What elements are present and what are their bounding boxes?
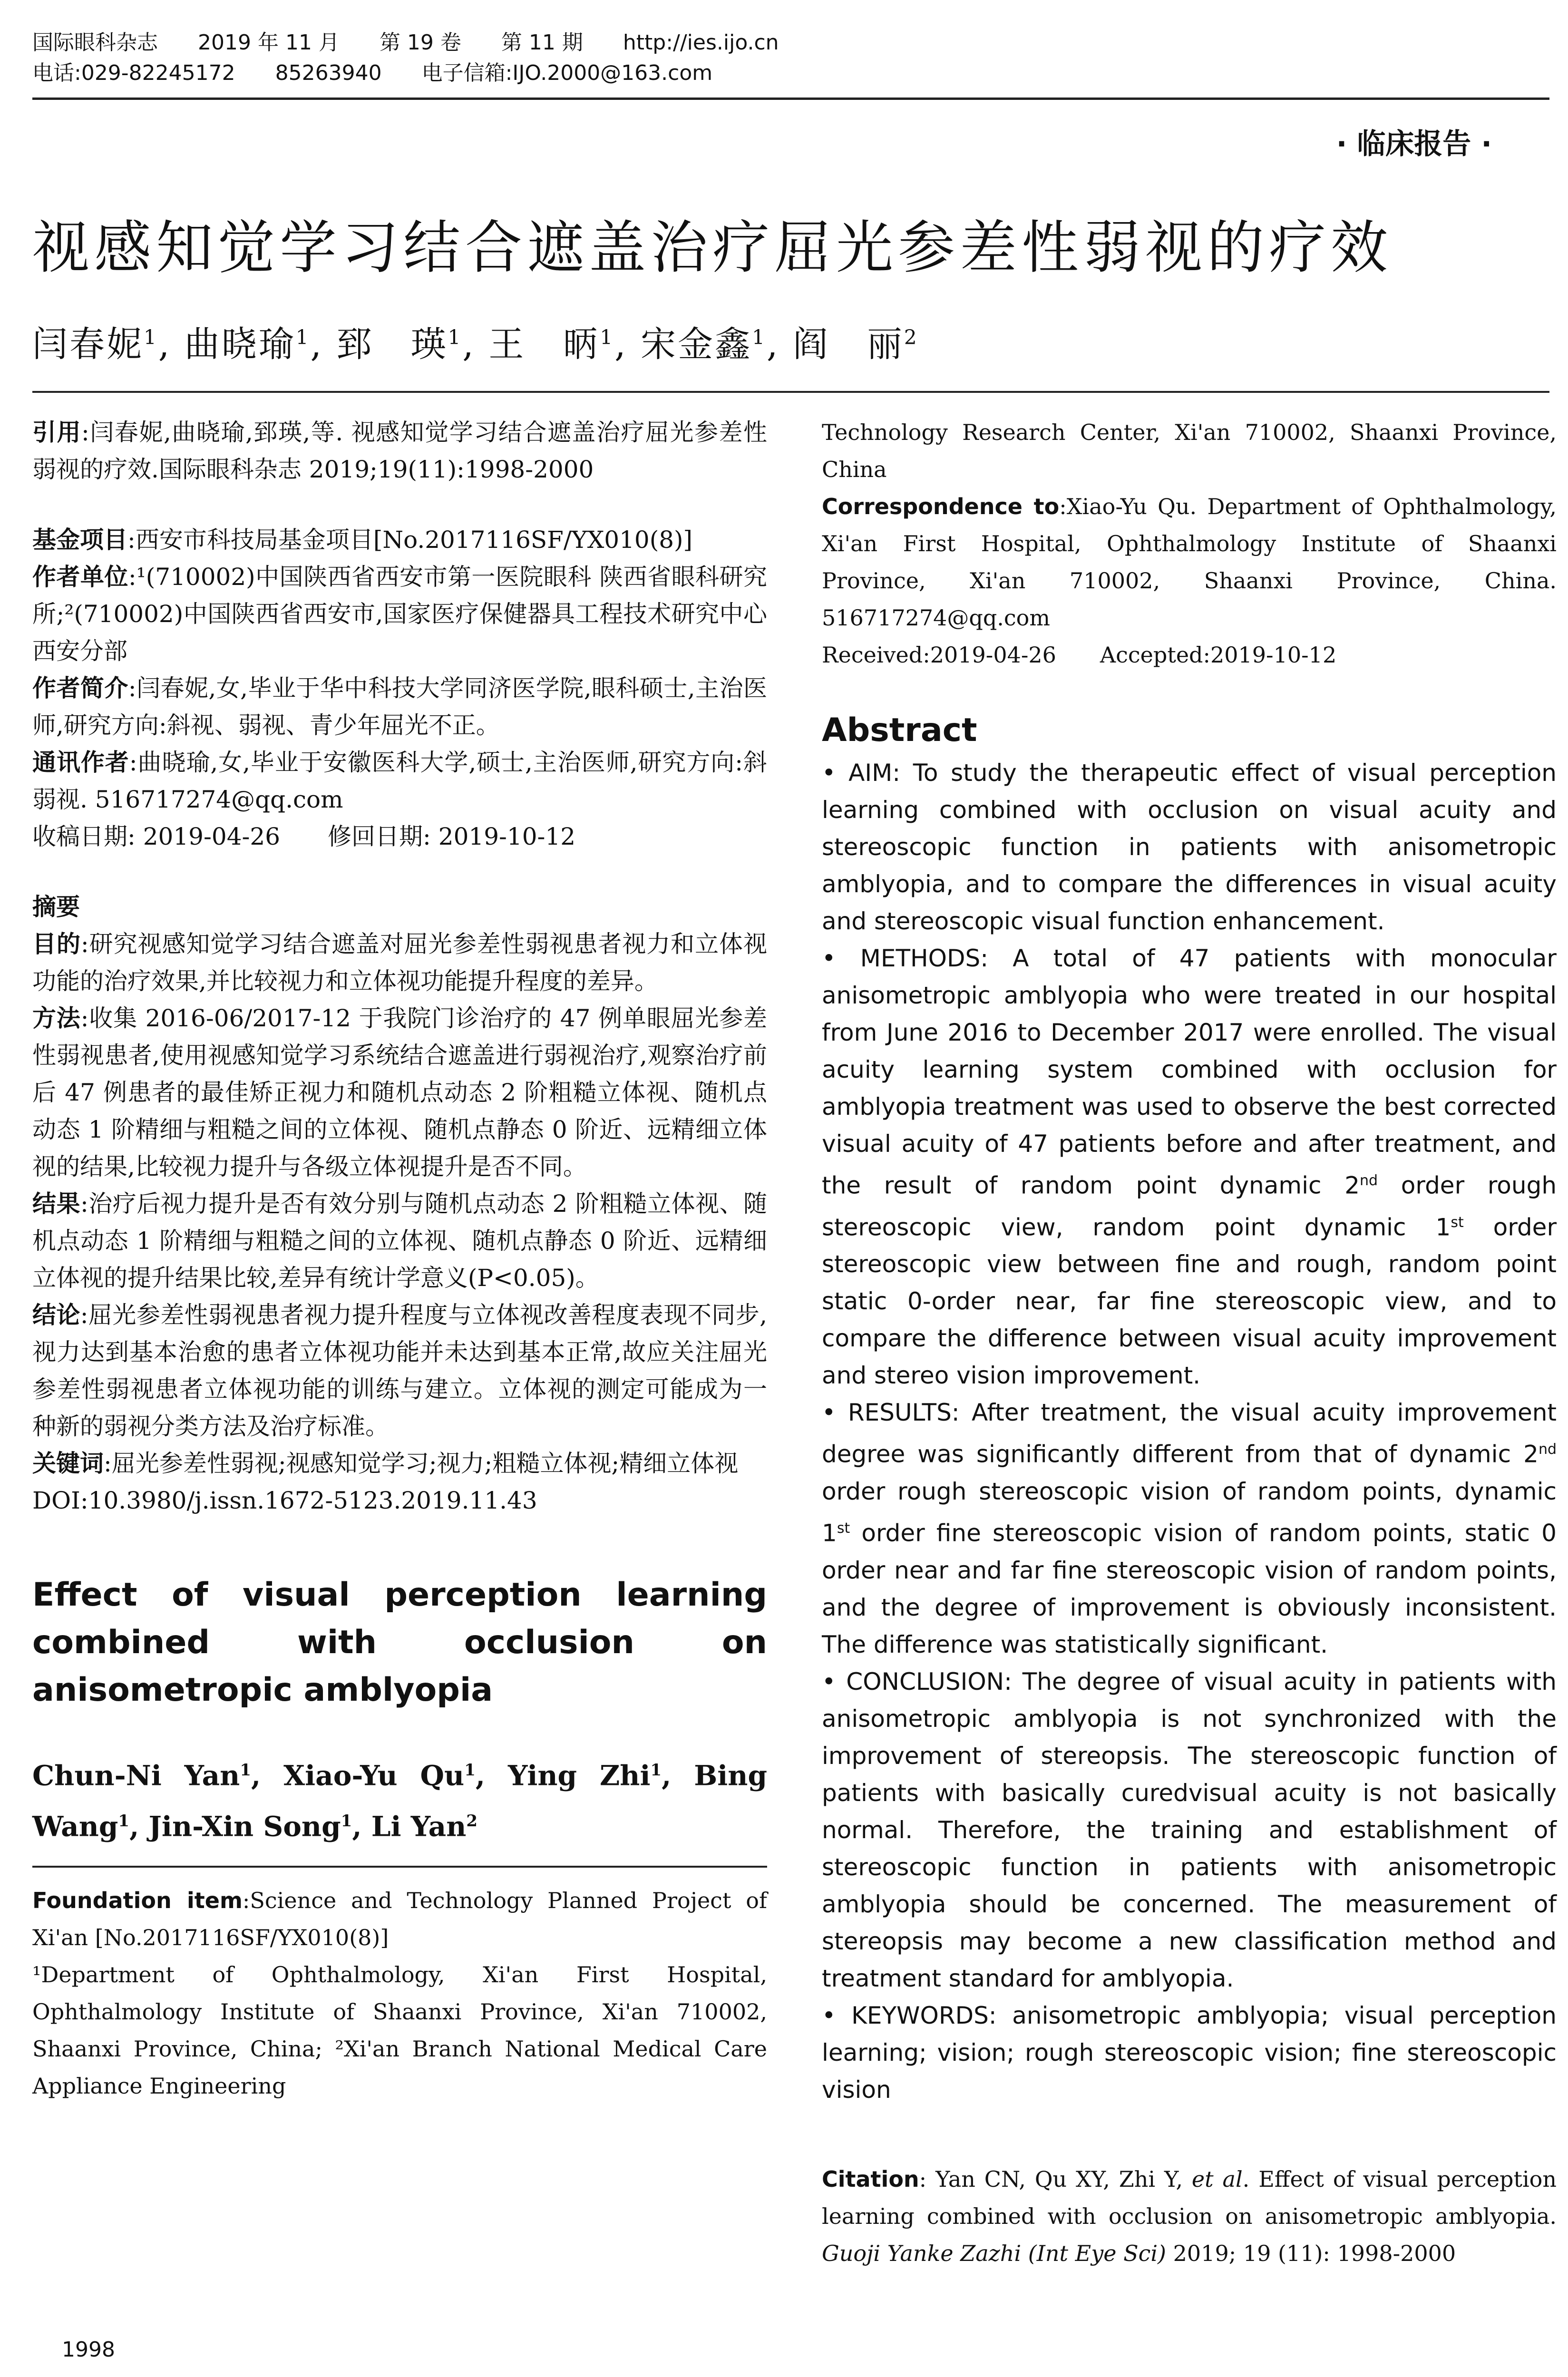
author-name: 宋金鑫 xyxy=(641,324,752,365)
unit-label: 作者单位 xyxy=(32,563,128,591)
abstract-conclusion-cn xyxy=(32,1296,767,1445)
result-label: 结果 xyxy=(32,1190,80,1218)
author-affil-sup: 1 xyxy=(448,325,463,349)
abstract-heading-en: Abstract xyxy=(822,711,977,749)
method-text: :收集 2016-06/2017-12 于我院门诊治疗的 47 例单眼屈光参差性弱视患者,使用视感知觉学习系统结合遮盖进行弱视治疗,观察治疗前后 47 例患者的最佳矫正视力和随机点动态 2 阶粗糙立体视、随机点动态 1 阶精细与粗糙之间的立体视、随机点静态 0 阶近、远精细立体视的结果,比较视力提升与各级立体视提升是否不同。 xyxy=(32,1004,768,1180)
aim-text: :研究视感知觉学习结合遮盖对屈光参差性弱视患者视力和立体视功能的治疗效果,并比较视力和立体视功能提升程度的差异。 xyxy=(32,930,767,995)
citation-cn xyxy=(32,414,767,488)
abstract-heading-cn: 摘要 xyxy=(32,893,80,921)
journal-name: 国际眼科杂志 xyxy=(32,30,158,55)
corr-text: :曲晓瑜,女,毕业于安徽医科大学,硕士,主治医师,研究方向:斜弱视. 516717274@qq.com xyxy=(32,749,767,813)
citation-en-label: Citation xyxy=(822,2166,919,2192)
author-affil-sup: 1 xyxy=(295,325,311,349)
author-name: 郅 瑛 xyxy=(336,324,448,365)
title-divider xyxy=(32,391,1549,393)
journal-header-line-2 xyxy=(32,58,1549,88)
right-column xyxy=(822,414,1557,2272)
corresponding-author xyxy=(32,744,767,818)
bio-label: 作者简介 xyxy=(32,674,128,702)
author-name-en: Xiao-Yu Qu xyxy=(283,1759,465,1792)
article-title: 视感知觉学习结合遮盖治疗屈光参差性弱视的疗效 xyxy=(32,215,1393,281)
author-name-en: Li Yan xyxy=(371,1810,467,1843)
english-authors-divider xyxy=(32,1866,767,1868)
author-name: 阎 丽 xyxy=(792,324,904,365)
ordinal-sup: nd xyxy=(1360,1172,1378,1189)
author-bio xyxy=(32,670,767,744)
abstract-method-cn xyxy=(32,1000,767,1185)
fund-text: :西安市科技局基金项目[No.2017116SF/YX010(8)] xyxy=(127,526,693,554)
abstract-results-en xyxy=(822,1394,1557,1663)
doi[interactable]: DOI:10.3980/j.issn.1672-5123.2019.11.43 xyxy=(32,1487,537,1514)
abstract-conclusion-en: • CONCLUSION: The degree of visual acuity in patients with anisometropic amblyopia is not synchronized with the improvement of stereopsis. The stereoscopic function of patients with basically curedvisual acuity is not basically normal. Therefore, the training and establishment of stereoscopic function in patients with anisometropic amblyopia should be concerned. The measurement of stereopsis may become a new classification method and treatment standard for amblyopia. xyxy=(822,1667,1557,1992)
phone: 电话:029-82245172 xyxy=(32,61,235,85)
journal-url[interactable]: http://ies.ijo.cn xyxy=(623,30,779,55)
author-name-en: Ying Zhi xyxy=(507,1759,651,1792)
citation-journal: Guoji Yanke Zazhi (Int Eye Sci) xyxy=(822,2240,1167,2266)
result-text: :治疗后视力提升是否有效分别与随机点动态 2 阶粗糙立体视、随机点动态 1 阶精细与粗糙之间的立体视、随机点静态 0 阶近、远精细立体视的提升结果比较,差异有统计学意义(P<0.05)。 xyxy=(32,1190,768,1292)
english-title: Effect of visual perception learning combined with occlusion on anisometropic amblyopia xyxy=(32,1576,767,1709)
left-column xyxy=(32,414,767,2104)
abstract-methods-en xyxy=(822,940,1557,1394)
received-accepted-en: Received:2019-04-26 Accepted:2019-10-12 xyxy=(822,642,1337,668)
citation-en-text-a: : Yan CN, Qu XY, Zhi Y, xyxy=(919,2166,1192,2192)
keywords-en: • KEYWORDS: anisometropic amblyopia; visual perception learning; vision; rough stereoscopic vision; fine stereoscopic vision xyxy=(822,2001,1557,2104)
received-dates-cn: 收稿日期: 2019-04-26 修回日期: 2019-10-12 xyxy=(32,823,576,850)
aim-label: 目的 xyxy=(32,930,81,958)
author-affil-sup: 1 xyxy=(240,1761,251,1780)
ordinal-sup: nd xyxy=(1538,1441,1557,1458)
abstract-aim-cn xyxy=(32,925,767,1000)
author-name-en: Bing Wang xyxy=(32,1759,768,1843)
results-text-1: • RESULTS: After treatment, the visual acuity improvement degree was significantly different from that of dynamic 2 xyxy=(822,1399,1557,1468)
author-name: 曲晓瑜 xyxy=(184,324,296,365)
correspondence-text: :Xiao-Yu Qu. Department of Ophthalmology, Xi'an First Hospital, Ophthalmology Institute of Shaanxi Province, Xi'an 710002, Shaanxi Province, China. 516717274@qq.com xyxy=(822,494,1557,631)
page-number: 1998 xyxy=(62,2338,115,2362)
header-divider xyxy=(32,97,1549,100)
author-affil-sup: 1 xyxy=(752,325,767,349)
ordinal-sup: st xyxy=(1451,1214,1464,1231)
method-label: 方法 xyxy=(32,1004,81,1032)
foundation-label: Foundation item xyxy=(32,1887,243,1913)
author-affil-sup: 1 xyxy=(650,1761,662,1780)
unit-text: :¹(710002)中国陕西省西安市第一医院眼科 陕西省眼科研究所;²(710002)中国陕西省西安市,国家医疗保健器具工程技术研究中心西安分部 xyxy=(32,563,768,665)
keywords-cn xyxy=(32,1445,767,1482)
author-affil-sup: 1 xyxy=(600,325,615,349)
keywords-label: 关键词 xyxy=(32,1450,104,1477)
citation-en xyxy=(822,2161,1557,2272)
citation-etal: et al xyxy=(1191,2166,1243,2192)
results-text-3: order fine stereoscopic vision of random points, static 0 order near and far fine stereoscopic vision of random points, and the degree of improvement is obviously inconsistent. The difference was statistically significant. xyxy=(822,1519,1557,1658)
conclusion-label: 结论 xyxy=(32,1301,80,1329)
author-list-en: Chun-Ni Yan$^1$, Xiao-Yu Qu$^1$, Ying Zhi$^1$, Bing Wang$^1$, Jin-Xin Song$^1$, Li Yan$^2$ xyxy=(32,1759,768,1843)
journal-header-line-1 xyxy=(32,28,1549,58)
author-list-cn: 闫春妮$^1$, 曲晓瑜$^1$, 郅 瑛$^1$, 王 昞$^1$, 宋金鑫$^1$, 阎 丽$^2$ xyxy=(32,324,919,365)
author-affil-sup: 1 xyxy=(341,1812,352,1831)
methods-text-2: order rough stereoscopic view, random point dynamic 1 xyxy=(822,1171,1557,1241)
author-affil-sup: 2 xyxy=(904,325,919,349)
citation-cn-label: 引用 xyxy=(32,419,82,446)
methods-text-1: • METHODS: A total of 47 patients with monocular anisometropic amblyopia who were treated in our hospital from June 2016 to December 2017 were enrolled. The visual acuity learning system combined with occlusion for amblyopia treatment was used to observe the best corrected visual acuity of 47 patients before and after treatment, and the result of random point dynamic 2 xyxy=(822,945,1557,1199)
volume: 第 19 卷 xyxy=(379,30,461,55)
abstract-result-cn xyxy=(32,1185,767,1296)
author-affil-sup: 1 xyxy=(144,325,158,349)
results-text-2: order rough stereoscopic vision of random points, dynamic 1 xyxy=(822,1477,1557,1547)
issue-date: 2019 年 11 月 xyxy=(198,30,340,55)
author-affil-sup: 1 xyxy=(464,1761,476,1780)
author-name-en: Jin-Xin Song xyxy=(148,1810,341,1843)
section-tag: · 临床报告 · xyxy=(1336,127,1492,161)
author-affil-sup: 1 xyxy=(118,1812,130,1831)
fund-item xyxy=(32,521,767,558)
correspondence-en xyxy=(822,488,1557,636)
author-name: 王 昞 xyxy=(488,324,600,365)
fund-label: 基金项目 xyxy=(32,526,127,554)
author-unit xyxy=(32,558,767,670)
phone-2: 85263940 xyxy=(275,61,382,85)
citation-cn-text: :闫春妮,曲晓瑜,郅瑛,等. 视感知觉学习结合遮盖治疗屈光参差性弱视的疗效.国际眼科杂志 2019;19(11):1998-2000 xyxy=(32,419,768,483)
bio-text: :闫春妮,女,毕业于华中科技大学同济医学院,眼科硕士,主治医师,研究方向:斜视、弱视、青少年屈光不正。 xyxy=(32,674,768,739)
conclusion-text: :屈光参差性弱视患者视力提升程度与立体视改善程度表现不同步,视力达到基本治愈的患者立体视功能并未达到基本正常,故应关注屈光参差性弱视患者立体视功能的训练与建立。立体视的测定可能成为一种新的弱视分类方法及治疗标准。 xyxy=(32,1301,767,1440)
author-name-en: Chun-Ni Yan xyxy=(32,1759,240,1792)
foundation-text: :Science and Technology Planned Project of Xi'an [No.2017116SF/YX010(8)] xyxy=(32,1887,768,1950)
citation-en-text-c: 2019; 19 (11): 1998-2000 xyxy=(1166,2240,1456,2266)
affiliation-en-continued: Technology Research Center, Xi'an 710002, Shaanxi Province, China xyxy=(822,419,1557,482)
corr-label: 通讯作者 xyxy=(32,749,129,776)
abstract-aim-en: • AIM: To study the therapeutic effect of visual perception learning combined with occlusion on visual acuity and stereoscopic function in patients with anisometropic amblyopia, and to compare the differences in visual acuity and stereoscopic visual function enhancement. xyxy=(822,759,1557,935)
foundation-item-en xyxy=(32,1882,767,1956)
methods-text-3: order stereoscopic view between fine and rough, random point static 0-order near, far fine stereoscopic view, and to compare the difference between visual acuity improvement and stereo vision improvement. xyxy=(822,1213,1557,1390)
author-affil-sup: 2 xyxy=(466,1812,478,1831)
journal-email[interactable]: 电子信箱:IJO.2000@163.com xyxy=(421,61,713,85)
author-name: 闫春妮 xyxy=(32,324,144,365)
citation-en-text-b: . Effect of visual perception learning combined with occlusion on anisometropic amblyopia. xyxy=(822,2166,1557,2229)
journal-header xyxy=(32,28,1549,88)
ordinal-sup: st xyxy=(837,1520,850,1537)
issue-number: 第 11 期 xyxy=(501,30,583,55)
keywords-text: :屈光参差性弱视;视感知觉学习;视力;粗糙立体视;精细立体视 xyxy=(104,1450,739,1477)
correspondence-label: Correspondence to xyxy=(822,494,1060,519)
affiliation-en: ¹Department of Ophthalmology, Xi'an First Hospital, Ophthalmology Institute of Shaanxi Province, Xi'an 710002, Shaanxi Province, China; ²Xi'an Branch National Medical Care Appliance Engineering xyxy=(32,1961,767,2099)
